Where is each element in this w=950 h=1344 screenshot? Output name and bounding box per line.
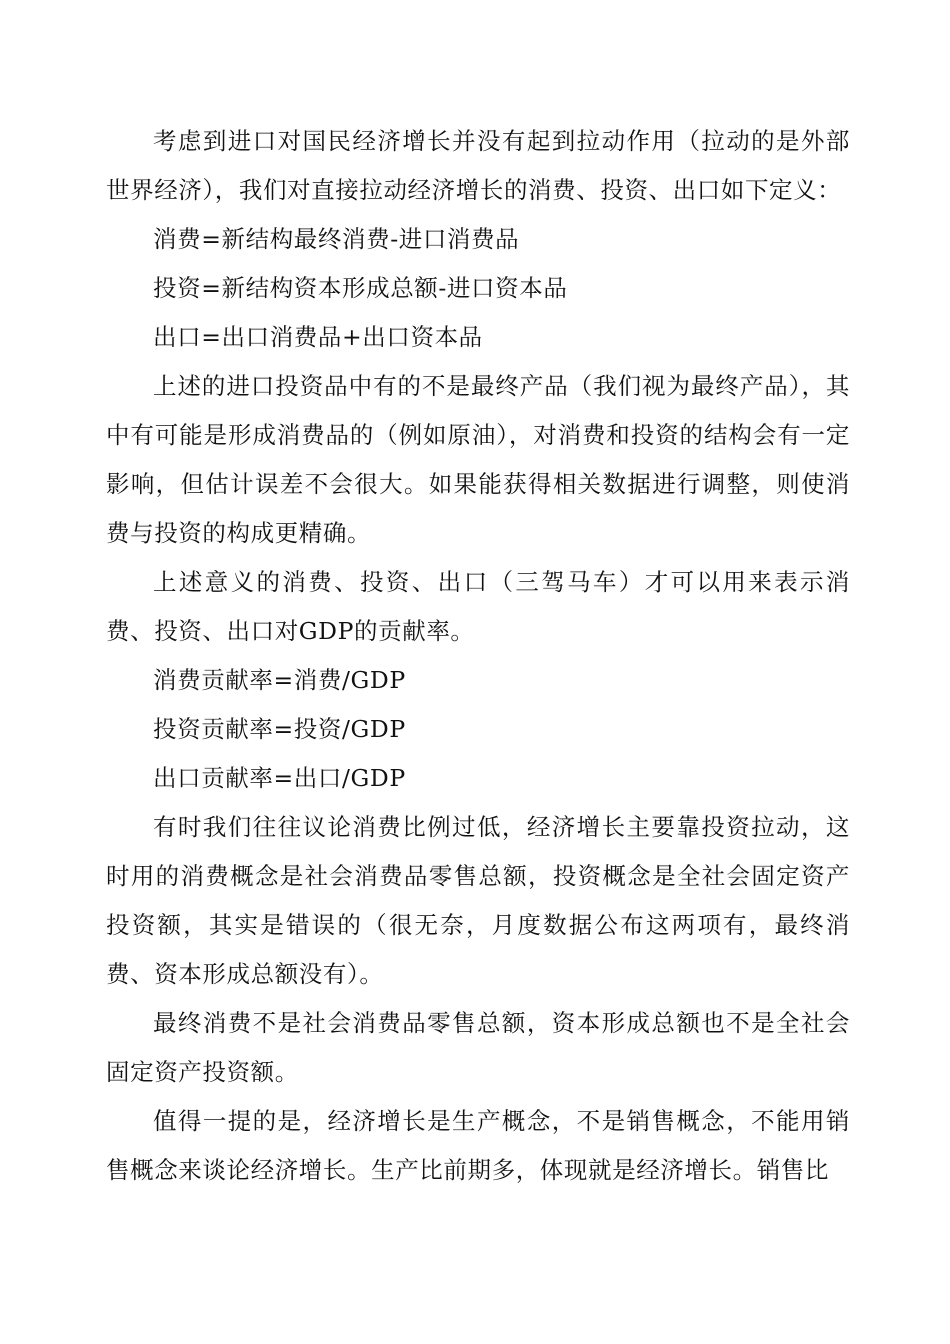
paragraph-three-drivers: 上述意义的消费、投资、出口（三驾马车）才可以用来表示消费、投资、出口对GDP的贡献率。 — [106, 568, 850, 645]
paragraph-common-misconception: 有时我们往往议论消费比例过低，经济增长主要靠投资拉动，这时用的消费概念是社会消费品零售总额，投资概念是全社会固定资产投资额，其实是错误的（很无奈，月度数据公布这两项有，最终消费、资本形成总额没有）。 — [106, 813, 850, 988]
document-body — [106, 117, 850, 1195]
paragraph-import-goods-note: 上述的进口投资品中有的不是最终产品（我们视为最终产品），其中有可能是形成消费品的（例如原油），对消费和投资的结构会有一定影响，但估计误差不会很大。如果能获得相关数据进行调整，则使消费与投资的构成更精确。 — [106, 372, 850, 547]
paragraph-final-consumption-distinction: 最终消费不是社会消费品零售总额，资本形成总额也不是全社会固定资产投资额。 — [106, 1009, 850, 1086]
formula-consumption-contribution: 消费贡献率=消费/GDP — [153, 666, 406, 694]
formula-investment-contribution: 投资贡献率=投资/GDP — [153, 715, 406, 743]
formula-export: 出口=出口消费品+出口资本品 — [153, 323, 483, 351]
paragraph-import-definition: 考虑到进口对国民经济增长并没有起到拉动作用（拉动的是外部世界经济），我们对直接拉动经济增长的消费、投资、出口如下定义： — [106, 127, 850, 204]
formula-consumption: 消费=新结构最终消费-进口消费品 — [153, 225, 520, 253]
paragraph-production-concept: 值得一提的是，经济增长是生产概念，不是销售概念，不能用销售概念来谈论经济增长。生产比前期多，体现就是经济增长。销售比 — [106, 1107, 850, 1184]
formula-investment: 投资=新结构资本形成总额-进口资本品 — [153, 274, 568, 302]
formula-export-contribution: 出口贡献率=出口/GDP — [153, 764, 406, 792]
